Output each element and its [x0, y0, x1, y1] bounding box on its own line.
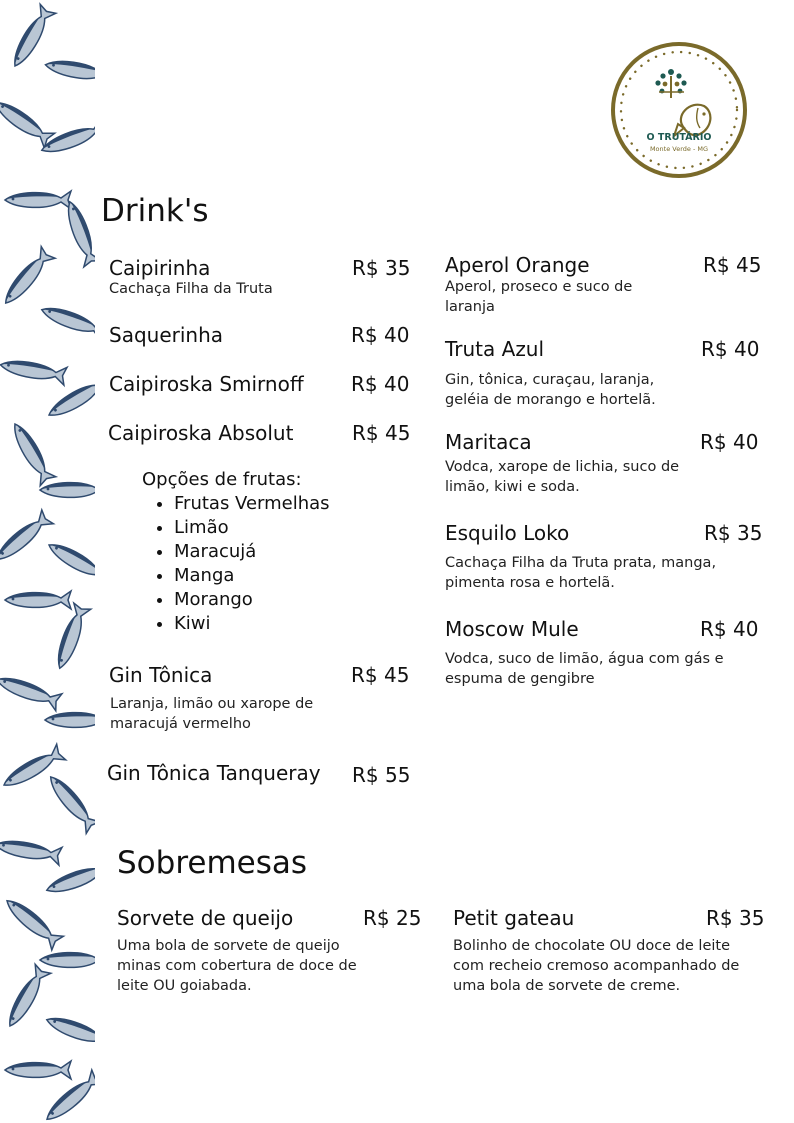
- fish-icon: [5, 191, 71, 209]
- drink-description: Cachaça Filha da Truta: [109, 281, 273, 297]
- fish-icon: [0, 510, 53, 566]
- logo-name: O TRUTÁRIO: [646, 132, 712, 143]
- drink-price: R$ 45: [352, 421, 411, 445]
- fish-icon: [39, 301, 95, 340]
- fish-icon: [2, 964, 51, 1030]
- drink-price: R$ 40: [700, 617, 759, 641]
- dessert-name: Petit gateau: [453, 906, 575, 930]
- fish-icon: [45, 374, 95, 423]
- dessert-description: Bolinho de chocolate OU doce de leite com recheio cremoso acompanhado de uma bola de sorvete de creme.: [453, 938, 740, 994]
- fruit-options-title: Opções de frutas:: [142, 469, 302, 490]
- drink-name: Caipiroska Absolut: [108, 421, 294, 445]
- drinks-title: Drink's: [101, 193, 209, 229]
- fish-icon: [40, 951, 95, 969]
- fish-icon: [0, 836, 62, 865]
- fruit-option: • Limão: [174, 516, 330, 540]
- fish-icon: [0, 247, 55, 309]
- dessert-price: R$ 25: [363, 906, 422, 930]
- fish-icon: [0, 356, 67, 385]
- dessert-description: Uma bola de sorvete de queijo minas com cobertura de doce de leite OU goiabada.: [117, 938, 357, 994]
- fish-icon: [1, 894, 63, 950]
- logo-location: Monte Verde - MG: [649, 145, 709, 153]
- drink-price: R$ 45: [351, 663, 410, 687]
- fish-icon: [45, 711, 95, 729]
- drink-description: Laranja, limão ou xarope de maracujá vermelho: [110, 696, 314, 732]
- drink-name: Maritaca: [445, 430, 532, 454]
- fish-icon: [44, 56, 95, 85]
- drink-description: Aperol, proseco e suco de laranja: [445, 279, 633, 315]
- drink-name: Caipirinha: [109, 256, 211, 280]
- drink-name: Truta Azul: [445, 337, 545, 361]
- fish-icon: [44, 859, 95, 898]
- fish-icon: [40, 481, 95, 499]
- fish-icon: [0, 671, 62, 710]
- fish-pattern-strip: [0, 0, 95, 1123]
- drink-price: R$ 35: [352, 256, 411, 280]
- fish-pattern-icon: [0, 0, 95, 1123]
- drink-price: R$ 40: [351, 372, 410, 396]
- fish-icon: [5, 591, 71, 609]
- fish-icon: [44, 771, 95, 833]
- drink-description: Cachaça Filha da Truta prata, manga, pimenta rosa e hortelã.: [445, 555, 717, 591]
- fish-icon: [5, 1061, 71, 1079]
- drink-price: R$ 35: [704, 521, 763, 545]
- drink-name: Gin Tônica Tanqueray: [107, 761, 321, 785]
- drink-price: R$ 40: [701, 337, 760, 361]
- fish-icon: [45, 537, 95, 586]
- fruit-option: • Kiwi: [174, 612, 330, 636]
- desserts-title: Sobremesas: [117, 845, 308, 881]
- fruit-option: • Morango: [174, 588, 330, 612]
- drink-description: Gin, tônica, curaçau, laranja, geléia de morango e hortelã.: [445, 372, 656, 408]
- restaurant-logo: [604, 36, 754, 186]
- dessert-price: R$ 35: [706, 906, 765, 930]
- drink-description: Vodca, xarope de lichia, suco de limão, kiwi e soda.: [445, 459, 680, 495]
- drink-name: Gin Tônica: [109, 663, 213, 687]
- fish-icon: [61, 199, 95, 267]
- fruit-option: • Manga: [174, 564, 330, 588]
- fruit-option: • Frutas Vermelhas: [174, 492, 330, 516]
- trout-logo-icon: [604, 36, 754, 186]
- drink-price: R$ 55: [352, 763, 411, 787]
- fruit-options-list: [142, 492, 330, 636]
- drink-name: Caipiroska Smirnoff: [109, 372, 304, 396]
- drink-description: Vodca, suco de limão, água com gás e espuma de gengibre: [445, 651, 724, 687]
- drink-price: R$ 45: [703, 253, 762, 277]
- drink-name: Aperol Orange: [445, 253, 590, 277]
- fish-icon: [7, 420, 56, 486]
- drink-price: R$ 40: [351, 323, 410, 347]
- dessert-name: Sorvete de queijo: [117, 906, 294, 930]
- drink-name: Moscow Mule: [445, 617, 579, 641]
- fish-icon: [0, 95, 55, 148]
- fish-icon: [41, 1070, 95, 1123]
- fruit-option: • Maracujá: [174, 540, 330, 564]
- drink-name: Saquerinha: [109, 323, 224, 347]
- drink-price: R$ 40: [700, 430, 759, 454]
- fish-icon: [51, 603, 90, 671]
- fish-icon: [7, 4, 56, 70]
- drink-name: Esquilo Loko: [445, 521, 570, 545]
- fish-icon: [44, 1011, 95, 1050]
- fruit-options: [142, 468, 330, 636]
